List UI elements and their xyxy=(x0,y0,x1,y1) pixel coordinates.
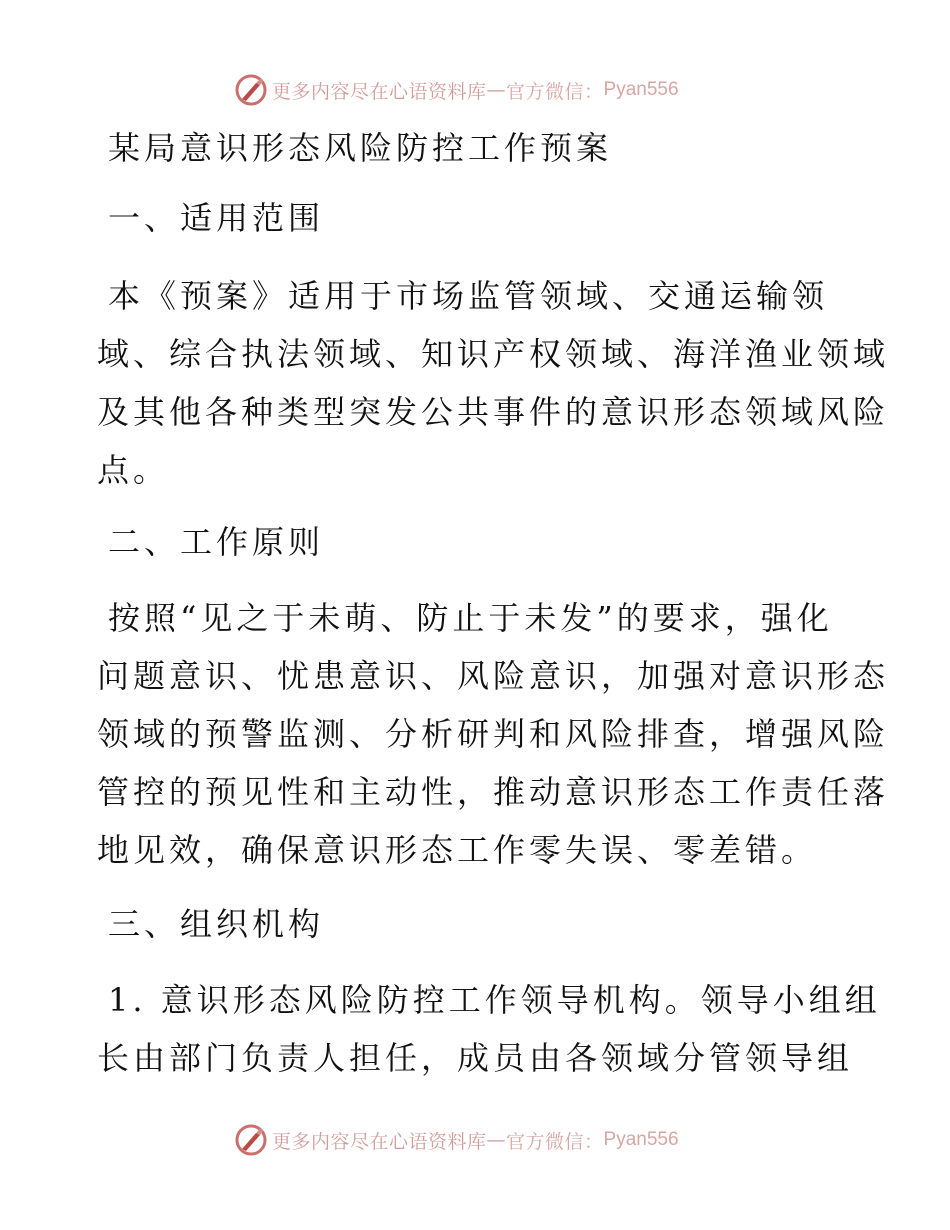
watermark-contact-label: 官方微信： xyxy=(506,80,604,103)
paragraph-line: 领域的预警监测、分析研判和风险排查，增强风险 xyxy=(97,715,890,753)
watermark-header xyxy=(234,72,679,108)
watermark-contact-id: Pyan556 xyxy=(603,79,679,100)
section-heading-organization: 三、组织机构 xyxy=(108,905,325,943)
paragraph-line: 按照“见之于未萌、防止于未发”的要求，强化 xyxy=(108,599,833,637)
watermark-contact-id: Pyan556 xyxy=(603,1129,679,1150)
watermark-footer xyxy=(234,1122,679,1158)
watermark-slogan: 更多内容尽在心语资料库 xyxy=(272,1130,487,1153)
watermark-dash: — xyxy=(486,79,507,101)
watermark-dash: — xyxy=(486,1129,507,1151)
paragraph-line: 问题意识、忧患意识、风险意识，加强对意识形态 xyxy=(97,657,890,695)
paragraph-line: 本《预案》适用于市场监管领域、交通运输领 xyxy=(108,277,829,315)
watermark-slogan: 更多内容尽在心语资料库 xyxy=(272,80,487,103)
paragraph-line: 1. 意识形态风险防控工作领导机构。领导小组组 xyxy=(108,981,881,1019)
quill-pen-logo-icon xyxy=(234,73,268,107)
paragraph-line: 地见效，确保意识形态工作零失误、零差错。 xyxy=(97,831,818,869)
paragraph-line: 域、综合执法领域、知识产权领域、海洋渔业领域 xyxy=(97,335,890,373)
paragraph-line: 管控的预见性和主动性，推动意识形态工作责任落 xyxy=(97,773,890,811)
watermark-contact-label: 官方微信： xyxy=(506,1130,604,1153)
paragraph-line: 点。 xyxy=(97,451,170,489)
paragraph-line: 长由部门负责人担任，成员由各领域分管领导组 xyxy=(97,1039,854,1077)
section-heading-principles: 二、工作原则 xyxy=(108,523,325,561)
document-title: 某局意识形态风险防控工作预案 xyxy=(108,129,613,167)
paragraph-line: 及其他各种类型突发公共事件的意识形态领域风险 xyxy=(97,393,890,431)
quill-pen-logo-icon xyxy=(234,1123,268,1157)
section-heading-scope: 一、适用范围 xyxy=(108,199,325,237)
